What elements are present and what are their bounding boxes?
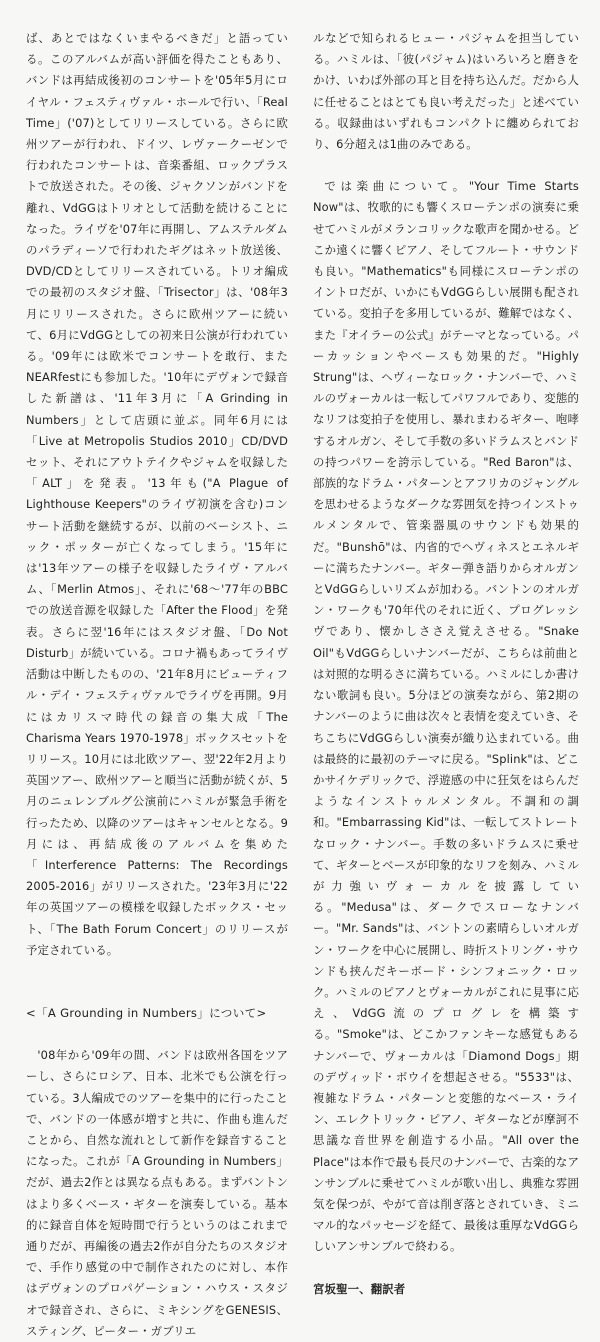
spacer [313, 155, 579, 176]
spacer [313, 1258, 579, 1279]
right-column [313, 28, 579, 1300]
spacer [26, 961, 288, 1003]
section-heading: <「A Grounding in Numbers」について> [26, 1005, 267, 1020]
track-review-paragraph: では楽曲について。"Your Time Starts Now"は、牧歌的にも響くスローテンポの演奏に乗せてハミルがメランコリックな歌声を聞かせる。どこか遠くに響くピアノ、そしてフルート・サウンドも良い。"Mathematics"も同様にスローテンポのイントロだが、いかにもVdGGらしい展開も配されている。変拍子を多用しているが、難解ではなく、また『オイラーの公式』がテーマとなっている。パーカッションやベースも効果的だ。"Highly Strung"は、ヘヴィーなロック・ナンバーで、ハミルのヴォーカルは一転してパワフルであり、変態的なリフは変拍子を使用し、暴れまわるギター、咆哮するオルガン、そして手数の多いドラムスとバンドの持つパワーを誇示している。"Red Baron"は、部族的なドラム・パターンとアフリカのジャングルを思わせるようなダークな雰囲気を持つインストゥルメンタルで、管楽器風のサウンドも効果的だ。"Bunshō"は、内省的でヘヴィネスとエネルギーに満ちたナンバー。ギター弾き語りからオルガンとVdGGらしいリズムが加わる。バントンのオルガン・ワークも'70年代のそれに近く、プログレッシヴであり、懐かしささえ覚えさせる。"Snake Oil"もVdGGらしいナンバーだが、こちらは前曲とは対照的な明るさに満ちている。ハミルにしか書けない歌詞も良い。5分ほどの演奏ながら、第2期のナンバーのように曲は次々と表情を変えていき、そちこちにVdGGらしい演奏が織り込まれている。曲は最終的に最初のテーマに戻る。"Splink"は、どこかサイケデリックで、浮遊感の中に狂気をはらんだようなインストゥルメンタル。不調和の調和。"Embarrassing Kid"は、一転してストレートなロック・ナンバー。手数の多いドラムスに乗せて、ギターとベースが印象的なリフを刻み、ハミルが力強いヴォーカルを披露している。"Medusa"は、ダークでスローなナンバー。"Mr. Sands"は、バントンの素晴らしいオルガン・ワークを中心に展開し、時折ストリング・サウンドも挟んだキーボード・シンフォニック・ロック。ハミルのピアノとヴォーカルがこれに見事に応え、VdGG流のプログレを構築する。"Smoke"は、どこかファンキーな感覚もあるナンバーで、ヴォーカルは「Diamond Dogs」期のデヴィッド・ボウイを想起させる。"5533"は、複雑なドラム・パターンと変態的なベース・ライン、エレクトリック・ピアノ、ギターなどが摩訶不思議な音世界を創造する小品。"All over the Place"は本作で最も長尺のナンバーで、古楽的なアンサンブルに乗せてハミルが歌い出し、典雅な雰囲気を保つが、やがて音は削ぎ落とされていき、ミニマル的なパッセージを経て、最後は重厚なVdGGらしいアンサンブルで終わる。 [313, 179, 579, 1254]
history-paragraph: ば、あとではなくいまやるべきだ」と語っている。このアルバムが高い評価を得たこともあり、バンドは再結成後初のコンサートを'05年5月にロイヤル・フェスティヴァル・ホールで行い、「Real Time」('07)としてリリースしている。さらに欧州ツアーが行われ、ドイツ、レヴァークーゼンで行われたコンサートは、音楽番組、ロックプラストで放送された。その後、ジャクソンがバンドを離れ、VdGGはトリオとして活動を続けることになった。ライヴを'07年に再開し、アムステルダムのパラディーソで行われたギグはネット放送後、DVD/CDとしてリリースされている。トリオ編成での最初のスタジオ盤、「Trisector」は、'08年3月にリリースされた。さらに欧州ツアーに続いて、6月にVdGGとしての初来日公演が行われている。'09年には欧米でコンサートを敢行、またNEARfestにも参加した。'10年にデヴォンで録音した新譜は、'11年3月に「A Grinding in Numbers」として店頭に並ぶ。同年6月には「Live at Metropolis Studios 2010」CD/DVDセット、それにアウトテイクやジャムを収録した「ALT」を発表。'13年も("A Plague of Lighthouse Keepers"のライヴ初演を含む)コンサート活動を継続するが、以前のベーシスト、ニック・ポッターが亡くなってしまう。'15年には'13年ツアーの様子を収録したライヴ・アルバム、「Merlin Atmos」、それに'68～'77年のBBCでの放送音源を収録した「After the Flood」を発表。さらに翌'16年にはスタジオ盤、「Do Not Disturb」が続いている。コロナ禍もあってライヴ活動は中断したものの、'21年8月にビューティフル・デイ・フェスティヴァルでライヴを再開。9月にはカリスマ時代の録音の集大成「The Charisma Years 1970-1978」ボックスセットをリリース。10月には北欧ツアー、翌'22年2月より英国ツアー、欧州ツアーと順当に活動が続くが、5月のニュレンブルグ公演前にハミルが緊急手術を行ったため、以降のツアーはキャンセルとなる。9月には、再結成後のアルバムを集めた「Interference Patterns: The Recordings 2005-2016」がリリースされた。'23年3月に'22年の英国ツアーの模様を収録したボックス・セット、「The Bath Forum Concert」のリリースが予定されている。 [26, 31, 288, 957]
album-background-paragraph: '08年から'09年の間、バンドは欧州各国をツアーし、さらにロシア、日本、北米でも公演を行っている。3人編成でのツアーを集中的に行ったことで、バンドの一体感が増すと共に、作曲も進んだことから、自然な流れとして新作を録音することになった。これが「A Grounding in Numbers」だが、過去2作とは異なる点もある。まずバントンはより多くベース・ギターを演奏している。基本的に録音自体を短時間で行うというのはこれまで通りだが、再編後の過去2作が自分たちのスタジオで、手作り感覚の中で制作されたのに対し、本作はデヴォンのプロパゲーション・ハウス・スタジオで録音され、さらに、ミキシングをGENESIS、スティング、ピーター・ガブリエ [26, 1048, 288, 1338]
left-column [26, 28, 288, 1342]
album-production-paragraph: ルなどで知られるヒュー・パジャムを担当している。ハミルは、「彼(パジャム)はいろいろと磨きをかけ、いわば外部の耳と目を持ち込んだ。だから人に任せることはとても良い考えだった」と述べている。収録曲はいずれもコンパクトに纏められており、6分超えは1曲のみである。 [313, 31, 579, 152]
spacer [26, 1024, 288, 1045]
author-credit: 宮坂聖一、翻訳者 [313, 1281, 406, 1296]
